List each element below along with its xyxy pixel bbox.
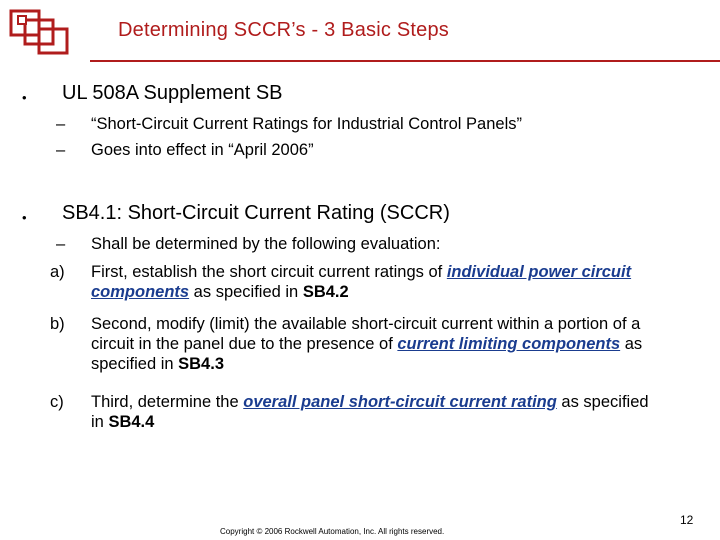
step-a: First, establish the short circuit current ratings of individual power circuit components as specified in SB4.2 bbox=[91, 263, 632, 301]
subitem-effective-date: Goes into effect in “April 2006” bbox=[91, 141, 314, 159]
step-marker-c: c) bbox=[50, 393, 64, 411]
logo-squares-icon bbox=[8, 8, 88, 56]
step-marker-b: b) bbox=[50, 315, 65, 333]
link-current-limiting-components[interactable]: current limiting components bbox=[397, 335, 621, 353]
subitem-marker: – bbox=[56, 141, 66, 159]
page-number: 12 bbox=[680, 513, 694, 527]
link-individual-components[interactable]: individual power circuit components bbox=[91, 263, 632, 301]
title-divider bbox=[90, 60, 720, 62]
bullet-sb41: SB4.1: Short-Circuit Current Rating (SCCR) bbox=[62, 202, 450, 224]
step-c: Third, determine the overall panel short-circuit current rating as specified in SB4.4 bbox=[91, 393, 649, 431]
ref-sb44: SB4.4 bbox=[108, 413, 155, 431]
slide-title: Determining SCCR’s - 3 Basic Steps bbox=[118, 19, 449, 41]
step-marker-a: a) bbox=[50, 263, 65, 281]
step-b: Second, modify (limit) the available short-circuit current within a portion of a circuit in the panel due to the presence of current limiting components as specified in SB4.3 bbox=[91, 315, 643, 373]
link-overall-panel-sccr[interactable]: overall panel short-circuit current rating bbox=[243, 393, 557, 411]
subitem-title-quote: “Short-Circuit Current Ratings for Industrial Control Panels” bbox=[91, 115, 522, 133]
bullet-marker: • bbox=[22, 210, 27, 225]
copyright-footer: Copyright © 2006 Rockwell Automation, Inc. All rights reserved. bbox=[220, 527, 445, 536]
bullet-marker: • bbox=[22, 90, 27, 105]
ref-sb42: SB4.2 bbox=[302, 283, 349, 301]
bullet-ul508a: UL 508A Supplement SB bbox=[62, 82, 283, 104]
subitem-evaluation: Shall be determined by the following evaluation: bbox=[91, 235, 441, 253]
subitem-marker: – bbox=[56, 115, 66, 133]
subitem-marker: – bbox=[56, 235, 66, 253]
ref-sb43: SB4.3 bbox=[178, 355, 224, 373]
